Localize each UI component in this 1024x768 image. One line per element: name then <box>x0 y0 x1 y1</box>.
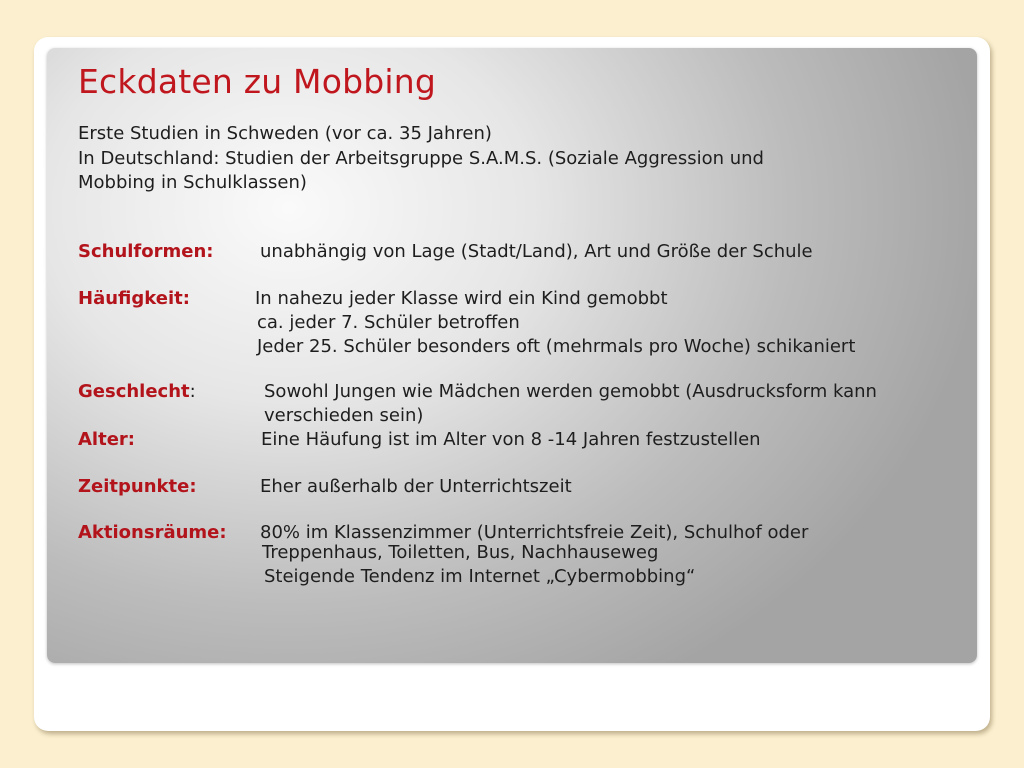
aktionsraeume-text-1: 80% im Klassenzimmer (Unterrichtsfreie Zeit), Schulhof oder <box>260 522 809 543</box>
haeufigkeit-label: Häufigkeit: <box>78 288 190 309</box>
haeufigkeit-text-1: In nahezu jeder Klasse wird ein Kind gemobbt <box>255 288 668 309</box>
zeitpunkte-label: Zeitpunkte: <box>78 476 197 497</box>
alter-text: Eine Häufung ist im Alter von 8 -14 Jahren festzustellen <box>261 429 761 450</box>
geschlecht-label-text: Geschlecht <box>78 381 190 402</box>
intro-line-3: Mobbing in Schulklassen) <box>78 172 307 193</box>
slide-title: Eckdaten zu Mobbing <box>78 62 437 101</box>
geschlecht-text-1: Sowohl Jungen wie Mädchen werden gemobbt (Ausdrucksform kann <box>264 381 877 402</box>
intro-line-1: Erste Studien in Schweden (vor ca. 35 Jahren) <box>78 123 492 144</box>
intro-line-2: In Deutschland: Studien der Arbeitsgruppe S.A.M.S. (Soziale Aggression und <box>78 148 764 169</box>
schulformen-label: Schulformen: <box>78 241 214 262</box>
geschlecht-label <box>78 381 196 403</box>
geschlecht-text-2: verschieden sein) <box>264 405 424 426</box>
zeitpunkte-text: Eher außerhalb der Unterrichtszeit <box>260 476 572 497</box>
alter-label: Alter: <box>78 429 135 450</box>
haeufigkeit-text-2: ca. jeder 7. Schüler betroffen <box>257 312 520 333</box>
aktionsraeume-text-3: Steigende Tendenz im Internet „Cybermobbing“ <box>264 566 696 587</box>
aktionsraeume-label: Aktionsräume: <box>78 522 227 543</box>
haeufigkeit-text-3: Jeder 25. Schüler besonders oft (mehrmals pro Woche) schikaniert <box>257 336 856 357</box>
schulformen-text: unabhängig von Lage (Stadt/Land), Art und Größe der Schule <box>260 241 813 262</box>
aktionsraeume-text-2: Treppenhaus, Toiletten, Bus, Nachhauseweg <box>262 542 659 563</box>
geschlecht-colon: : <box>189 381 196 402</box>
